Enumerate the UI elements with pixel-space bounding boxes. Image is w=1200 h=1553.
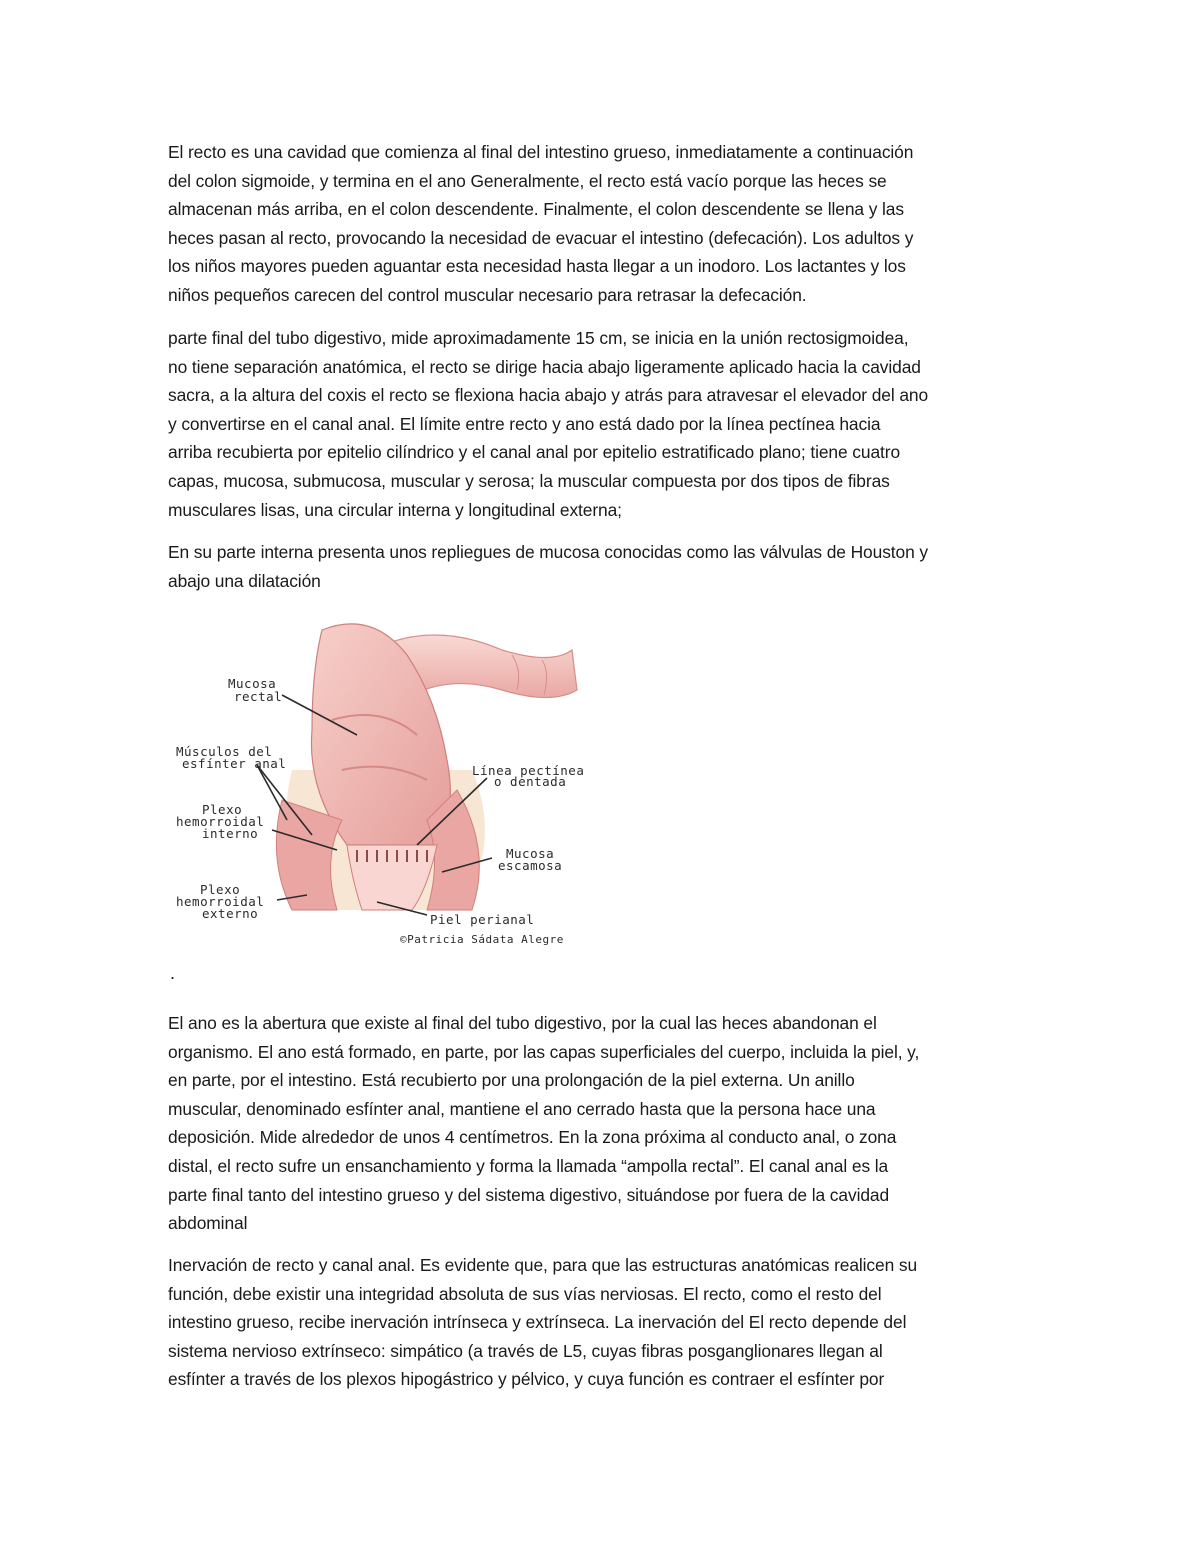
- text-line: sacra, a la altura del coxis el recto se flexiona hacia abajo y atrás para atravesar el elevador del ano: [168, 385, 929, 406]
- label-musculos: esfínter anal: [182, 756, 287, 771]
- text-line: del colon sigmoide, y termina en el ano Generalmente, el recto está vacío porque las heces se: [168, 170, 887, 191]
- label-plexo-externo: hemorroidal: [176, 894, 265, 909]
- text-line: parte final del tubo digestivo, mide aproximadamente 15 cm, se inicia en la unión rectosigmoidea,: [168, 328, 909, 348]
- text-line: niños pequeños carecen del control muscular necesario para retrasar la defecación.: [168, 284, 807, 305]
- text-line: parte final tanto del intestino grueso y del sistema digestivo, situándose por fuera de la cavidad: [168, 1184, 890, 1205]
- text-line: deposición. Mide alrededor de unos 4 centímetros. En la zona próxima al conducto anal, o zona: [168, 1127, 897, 1148]
- text-line: intestino grueso, recibe inervación intrínseca y extrínseca. La inervación del El recto depende del: [168, 1312, 907, 1333]
- label-mucosa-escamosa: Mucosa: [506, 846, 555, 861]
- label-plexo-externo: Plexo: [200, 882, 241, 897]
- text-line: heces pasan al recto, provocando la necesidad de evacuar el intestino (defecación). Los adultos y: [168, 227, 914, 248]
- label-linea-pectinea: o dentada: [494, 774, 567, 789]
- rectum-anatomy-drawing: [172, 610, 602, 948]
- text-line: distal, el recto sufre un ensanchamiento y forma la llamada “ampolla rectal”. El canal anal es la: [168, 1155, 889, 1176]
- text-line: y convertirse en el canal anal. El límite entre recto y ano está dado por la línea pectínea hacia: [168, 413, 881, 434]
- text-line: función, debe existir una integridad absoluta de sus vías nerviosas. El recto, como el resto del: [168, 1283, 882, 1304]
- text-line: almacenan más arriba, en el colon descendente. Finalmente, el colon descendente se llena y las: [168, 199, 904, 220]
- label-plexo-interno: hemorroidal: [176, 814, 265, 829]
- text-line: muscular, denominado esfínter anal, mantiene el ano cerrado hasta que la persona hace una: [168, 1098, 876, 1119]
- text-line: abajo una dilatación: [168, 570, 321, 591]
- label-plexo-interno: Plexo: [202, 802, 243, 817]
- text-line: En su parte interna presenta unos repliegues de mucosa conocidas como las válvulas de Houston y: [168, 542, 929, 562]
- figure-credit: ©Patricia Sádata Alegre: [400, 933, 564, 946]
- label-musculos: Músculos del: [176, 744, 273, 759]
- text-line: arriba recubierta por epitelio cilíndrico y el canal anal por epitelio estratificado plano; tiene cuatro: [168, 442, 901, 463]
- paragraph-ano: [168, 1009, 1038, 1238]
- label-mucosa: rectal: [234, 689, 283, 704]
- label-mucosa-escamosa: escamosa: [498, 858, 563, 873]
- paragraph-recto-intro: [168, 138, 1038, 310]
- label-piel-perianal: Piel perianal: [430, 912, 535, 927]
- paragraph-tubo-digestivo: [168, 324, 1038, 524]
- text-line: Inervación de recto y canal anal. Es evidente que, para que las estructuras anatómicas realicen su: [168, 1255, 918, 1275]
- label-plexo-externo: externo: [202, 906, 259, 921]
- label-linea-pectinea: Línea pectínea: [472, 763, 585, 778]
- text-line: El ano es la abertura que existe al final del tubo digestivo, por la cual las heces abandonan el: [168, 1013, 877, 1033]
- text-line: esfínter a través de los plexos hipogástrico y pélvico, y cuya función es contraer el esfínter por: [168, 1369, 885, 1390]
- paragraph-inervacion: [168, 1251, 1038, 1394]
- rectum-anatomy-illustration: [172, 610, 602, 948]
- label-mucosa: Mucosa: [228, 676, 277, 691]
- paragraph-valvulas-houston: [168, 538, 1038, 595]
- text-line: capas, mucosa, submucosa, muscular y serosa; la muscular compuesta por dos tipos de fibras: [168, 470, 890, 491]
- text-line: organismo. El ano está formado, en parte, por las capas superficiales del cuerpo, incluida la piel, y,: [168, 1041, 920, 1062]
- text-line: El recto es una cavidad que comienza al final del intestino grueso, inmediatamente a continuación: [168, 142, 914, 162]
- text-line: sistema nervioso extrínseco: simpático (a través de L5, cuyas fibras posganglionares llegan al: [168, 1340, 883, 1361]
- text-line: musculares lisas, una circular interna y longitudinal externa;: [168, 499, 622, 520]
- separator-dot: .: [170, 963, 176, 983]
- text-line: abdominal: [168, 1213, 248, 1234]
- text-line: los niños mayores pueden aguantar esta necesidad hasta llegar a un inodoro. Los lactantes y los: [168, 256, 906, 277]
- text-line: en parte, por el intestino. Está recubierto por una prolongación de la piel externa. Un anillo: [168, 1070, 855, 1091]
- text-line: no tiene separación anatómica, el recto se dirige hacia abajo ligeramente aplicado hacia la cavidad: [168, 356, 921, 377]
- label-plexo-interno: interno: [202, 826, 259, 841]
